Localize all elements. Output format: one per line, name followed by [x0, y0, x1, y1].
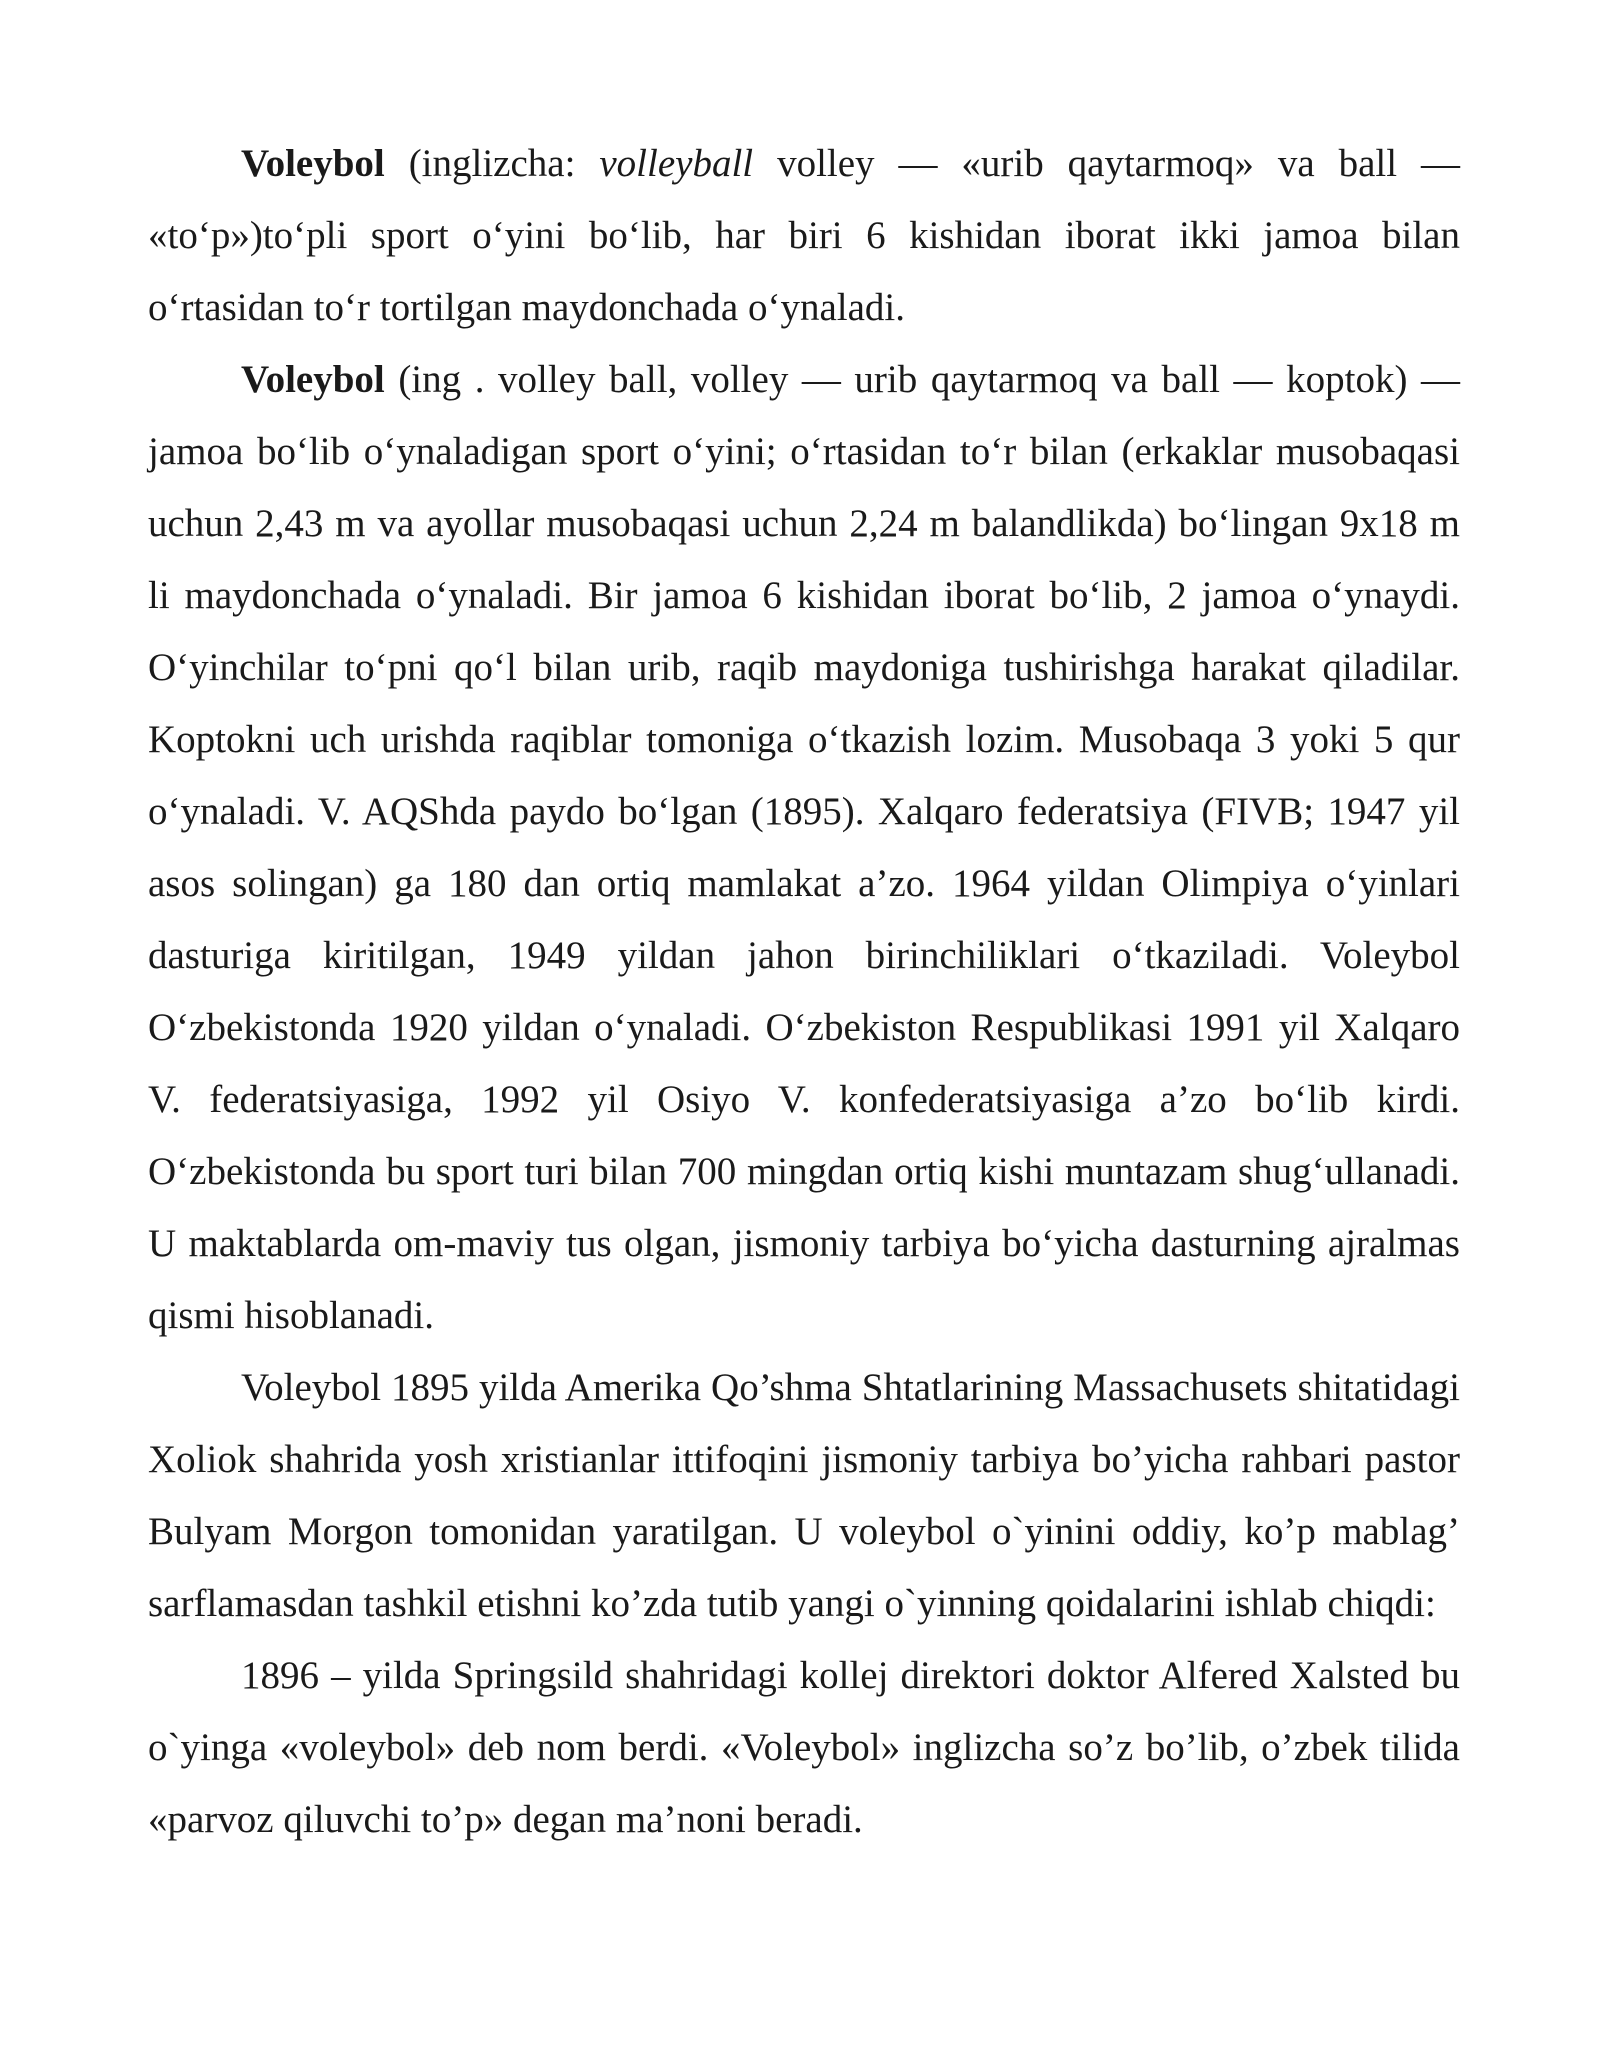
- paragraph-2: [148, 344, 1460, 1352]
- paragraph-4-text: 1896 – yilda Springsild shahridagi kollej direktori doktor Alfered Xalsted bu o`yinga «voleybol» deb nom berdi. «Voleybol» inglizcha so’z bo’lib, o’zbek tilida «parvoz qiluvchi to’p» degan ma’noni beradi.: [148, 1654, 1460, 1841]
- paragraph-1-text-a: (inglizcha:: [384, 142, 600, 185]
- paragraph-1: [148, 128, 1460, 344]
- paragraph-4: [148, 1640, 1460, 1856]
- paragraph-1-text-b: volley — «urib qaytarmoq» va ball — «to‘p»)to‘pli sport o‘yini bo‘lib, har biri 6 kishidan iborat ikki jamoa bilan o‘rtasidan to‘r tortilgan maydonchada o‘ynaladi.: [148, 142, 1460, 329]
- paragraph-2-text: (ing . volley ball, volley — urib qaytarmoq va ball — koptok) — jamoa bo‘lib o‘ynaladigan sport o‘yini; o‘rtasidan to‘r bilan (erkaklar musobaqasi uchun 2,43 m va ayollar musobaqasi uchun 2,24 m balandlikda) bo‘lingan 9x18 m li maydonchada o‘ynaladi. Bir jamoa 6 kishidan iborat bo‘lib, 2 jamoa o‘ynaydi. O‘yinchilar to‘pni qo‘l bilan urib, raqib maydoniga tushirishga harakat qiladilar. Koptokni uch urishda raqiblar tomoniga o‘tkazish lozim. Musobaqa 3 yoki 5 qur o‘ynaladi. V. AQShda paydo bo‘lgan (1895). Xalqaro federatsiya (FIVB; 1947 yil asos solingan) ga 180 dan ortiq mamlakat a’zo. 1964 yildan Olimpiya o‘yinlari dasturiga kiritilgan, 1949 yildan jahon birinchiliklari o‘tkaziladi. Voleybol O‘zbekistonda 1920 yildan o‘ynaladi. O‘zbekiston Respublikasi 1991 yil Xalqaro V. federatsiyasiga, 1992 yil Osiyo V. konfederatsiyasiga a’zo bo‘lib kirdi. O‘zbekistonda bu sport turi bilan 700 mingdan ortiq kishi muntazam shug‘ullanadi. U maktablarda om-maviy tus olgan, jismoniy tarbiya bo‘yicha dasturning ajralmas qismi hisoblanadi.: [148, 358, 1460, 1337]
- paragraph-3: [148, 1352, 1460, 1640]
- paragraph-2-term: Voleybol: [241, 358, 385, 401]
- paragraph-1-foreign-word: volleyball: [599, 142, 754, 185]
- document-body: [148, 128, 1460, 1856]
- paragraph-1-term: Voleybol: [241, 142, 385, 185]
- paragraph-3-text: Voleybol 1895 yilda Amerika Qo’shma Shtatlarining Massachusets shitatidagi Xoliok shahrida yosh xristianlar ittifoqini jismoniy tarbiya bo’yicha rahbari pastor Bulyam Morgon tomonidan yaratilgan. U voleybol o`yinini oddiy, ko’p mablag’ sarflamasdan tashkil etishni ko’zda tutib yangi o`yinning qoidalarini ishlab chiqdi:: [148, 1366, 1460, 1625]
